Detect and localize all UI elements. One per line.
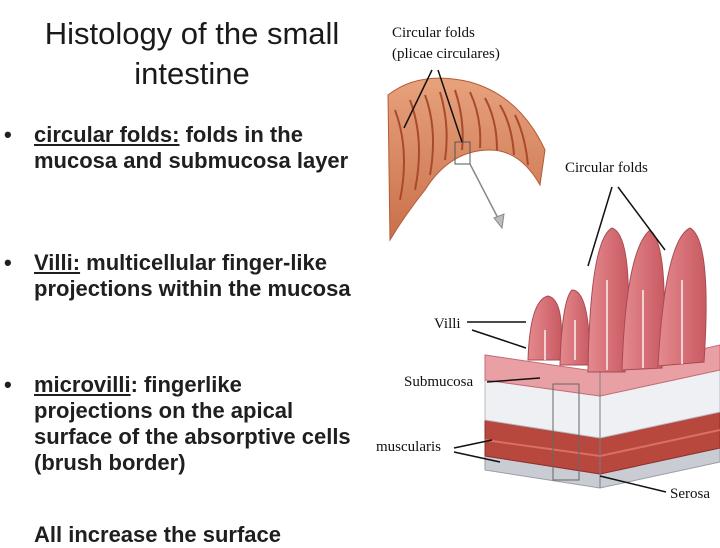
slide-title: Histology of the small intestine [44,16,340,91]
bullet-term: microvilli [34,372,131,397]
bullet-definition: All increase the surface [34,522,282,547]
bullet-definition: : fingerlike projections on the apical surface of the absorptive cells (brush border) [34,372,351,475]
label-serosa: Serosa [670,486,710,502]
label-circular-folds-top: Circular folds [392,25,475,41]
label-circular-folds-right: Circular folds [565,160,648,176]
bullet-marker: • [4,122,12,147]
label-villi: Villi [434,316,461,332]
label-submucosa: Submucosa [404,374,474,390]
bullet-term: circular folds: [34,122,180,147]
bullet-definition: multicellular finger-like projections within the mucosa [34,250,351,301]
bullet-marker: • [4,250,12,275]
bullet-definition: folds in the mucosa and submucosa layer [34,122,349,173]
label-plicae-circulares: (plicae circulares) [392,46,500,62]
bullet-term: Villi: [34,250,81,275]
label-muscularis: muscularis [376,439,441,455]
bullet-marker: • [4,372,12,397]
intestine-segment-image [388,78,545,240]
intestine-wall-block-image [485,228,720,488]
